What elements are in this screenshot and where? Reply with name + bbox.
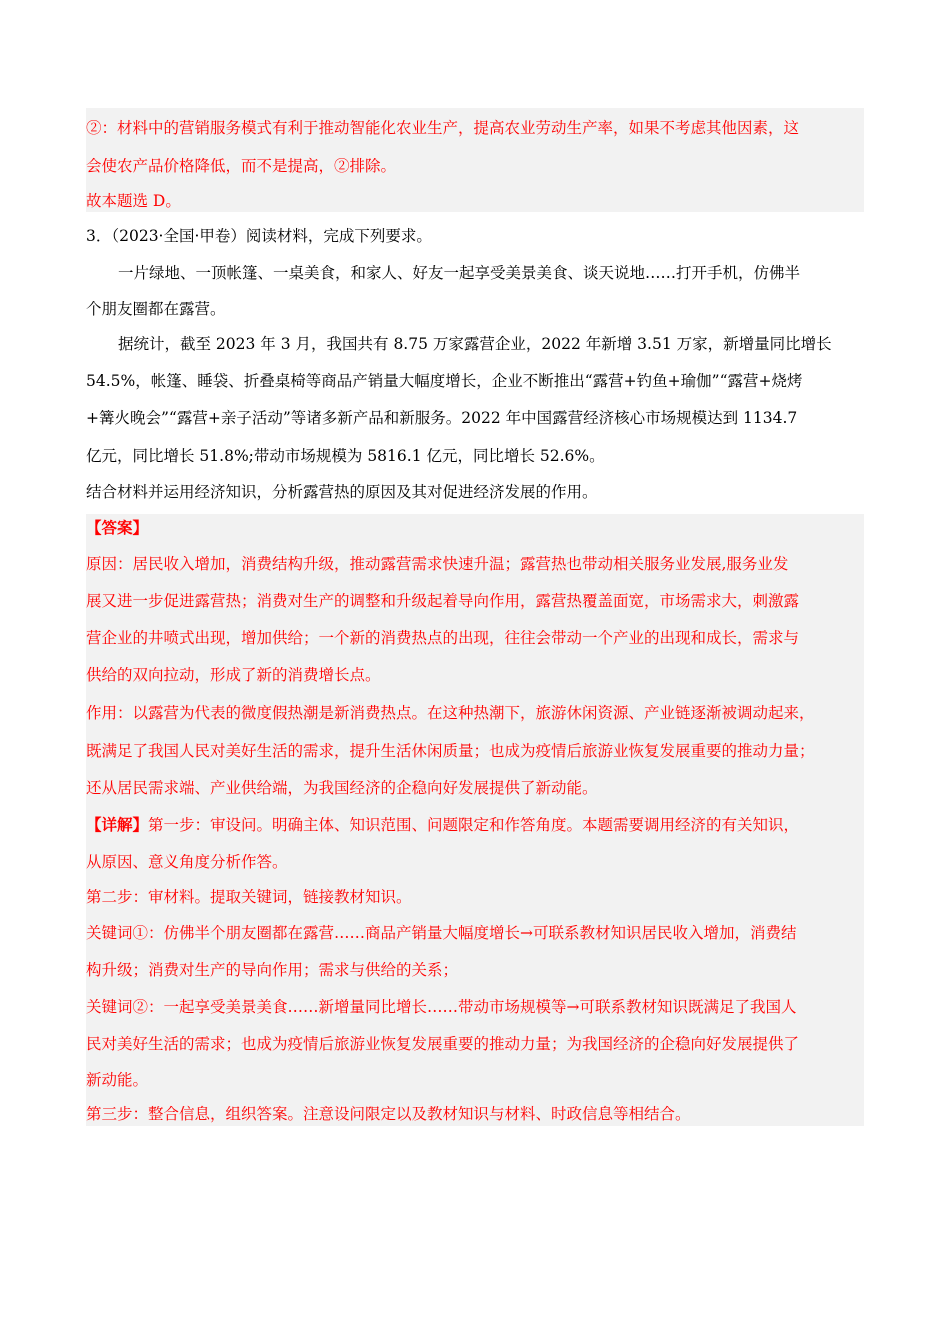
material-paragraph-1: 个朋友圈都在露营。 — [86, 300, 226, 318]
answer-reason-line: 展又进一步促进露营热；消费对生产的调整和升级起着导向作用，露营热覆盖面宽，市场需求大，刺激露 — [86, 592, 800, 610]
answer-reason-line: 原因：居民收入增加，消费结构升级，推动露营需求快速升温；露营热也带动相关服务业发展,服务业发 — [86, 555, 789, 573]
keyword2-line: 新动能。 — [86, 1071, 149, 1089]
explanation-step1-text: 第一步：审设问。明确主体、知识范围、问题限定和作答角度。本题需要调用经济的有关知识， — [148, 816, 800, 834]
material-paragraph-2: 据统计，截至 2023 年 3 月，我国共有 8.75 万家露营企业，2022 年新增 3.51 万家，新增量同比增长 — [118, 335, 832, 353]
question-block — [86, 222, 864, 512]
analysis-line: ②：材料中的营销服务模式有利于推动智能化农业生产，提高农业劳动生产率，如果不考虑其他因素，这 — [86, 119, 800, 137]
analysis-line: 会使农产品价格降低，而不是提高，②排除。 — [86, 157, 397, 175]
answer-label: 【答案】 — [86, 518, 149, 537]
answer-effect-line: 作用：以露营为代表的微度假热潮是新消费热点。在这种热潮下，旅游休闲资源、产业链逐渐被调动起来， — [86, 704, 815, 722]
keyword1-line: 关键词①：仿佛半个朋友圈都在露营……商品产销量大幅度增长→可联系教材知识居民收入增加，消费结 — [86, 924, 797, 942]
answer-reason-line: 供给的双向拉动，形成了新的消费增长点。 — [86, 666, 381, 684]
keyword2-line: 民对美好生活的需求；也成为疫情后旅游业恢复发展重要的推动力量；为我国经济的企稳向好发展提供了 — [86, 1035, 800, 1053]
explanation-step1-cont: 从原因、意义角度分析作答。 — [86, 853, 288, 871]
explanation-step2: 第二步：审材料。提取关键词，链接教材知识。 — [86, 888, 412, 906]
keyword2-line: 关键词②：一起享受美景美食……新增量同比增长……带动市场规模等→可联系教材知识既满足了我国人 — [86, 998, 797, 1016]
keyword1-line: 构升级；消费对生产的导向作用；需求与供给的关系； — [86, 961, 459, 979]
answer-effect-line: 还从居民需求端、产业供给端，为我国经济的企稳向好发展提供了新动能。 — [86, 779, 598, 797]
question-prompt: 结合材料并运用经济知识，分析露营热的原因及其对促进经济发展的作用。 — [86, 483, 598, 501]
answer-effect-line: 既满足了我国人民对美好生活的需求，提升生活休闲质量；也成为疫情后旅游业恢复发展重要的推动力量； — [86, 742, 815, 760]
explanation-step3: 第三步：整合信息，组织答案。注意设问限定以及教材知识与材料、时政信息等相结合。 — [86, 1105, 691, 1123]
answer-reason-line: 营企业的井喷式出现，增加供给；一个新的消费热点的出现，往往会带动一个产业的出现和成长，需求与 — [86, 629, 800, 647]
question-header: 3．（2023·全国·甲卷）阅读材料，完成下列要求。 — [86, 227, 432, 245]
analysis-conclusion: 故本题选 D。 — [86, 192, 181, 210]
material-paragraph-1: 一片绿地、一顶帐篷、一桌美食，和家人、好友一起享受美景美食、谈天说地……打开手机，仿佛半 — [118, 264, 801, 282]
material-paragraph-2: 54.5%，帐篷、睡袋、折叠桌椅等商品产销量大幅度增长，企业不断推出“露营+钓鱼+瑜伽”“露营+烧烤 — [86, 372, 803, 390]
material-paragraph-2: 亿元，同比增长 51.8%;带动市场规模为 5816.1 亿元，同比增长 52.6%。 — [86, 447, 605, 465]
top-analysis-block — [86, 108, 864, 212]
answer-block — [86, 514, 864, 1126]
explanation-label: 【详解】 — [86, 815, 149, 834]
explanation-step1 — [86, 815, 799, 835]
material-paragraph-2: +篝火晚会”“露营+亲子活动”等诸多新产品和新服务。2022 年中国露营经济核心市场规模达到 1134.7 — [86, 409, 798, 427]
